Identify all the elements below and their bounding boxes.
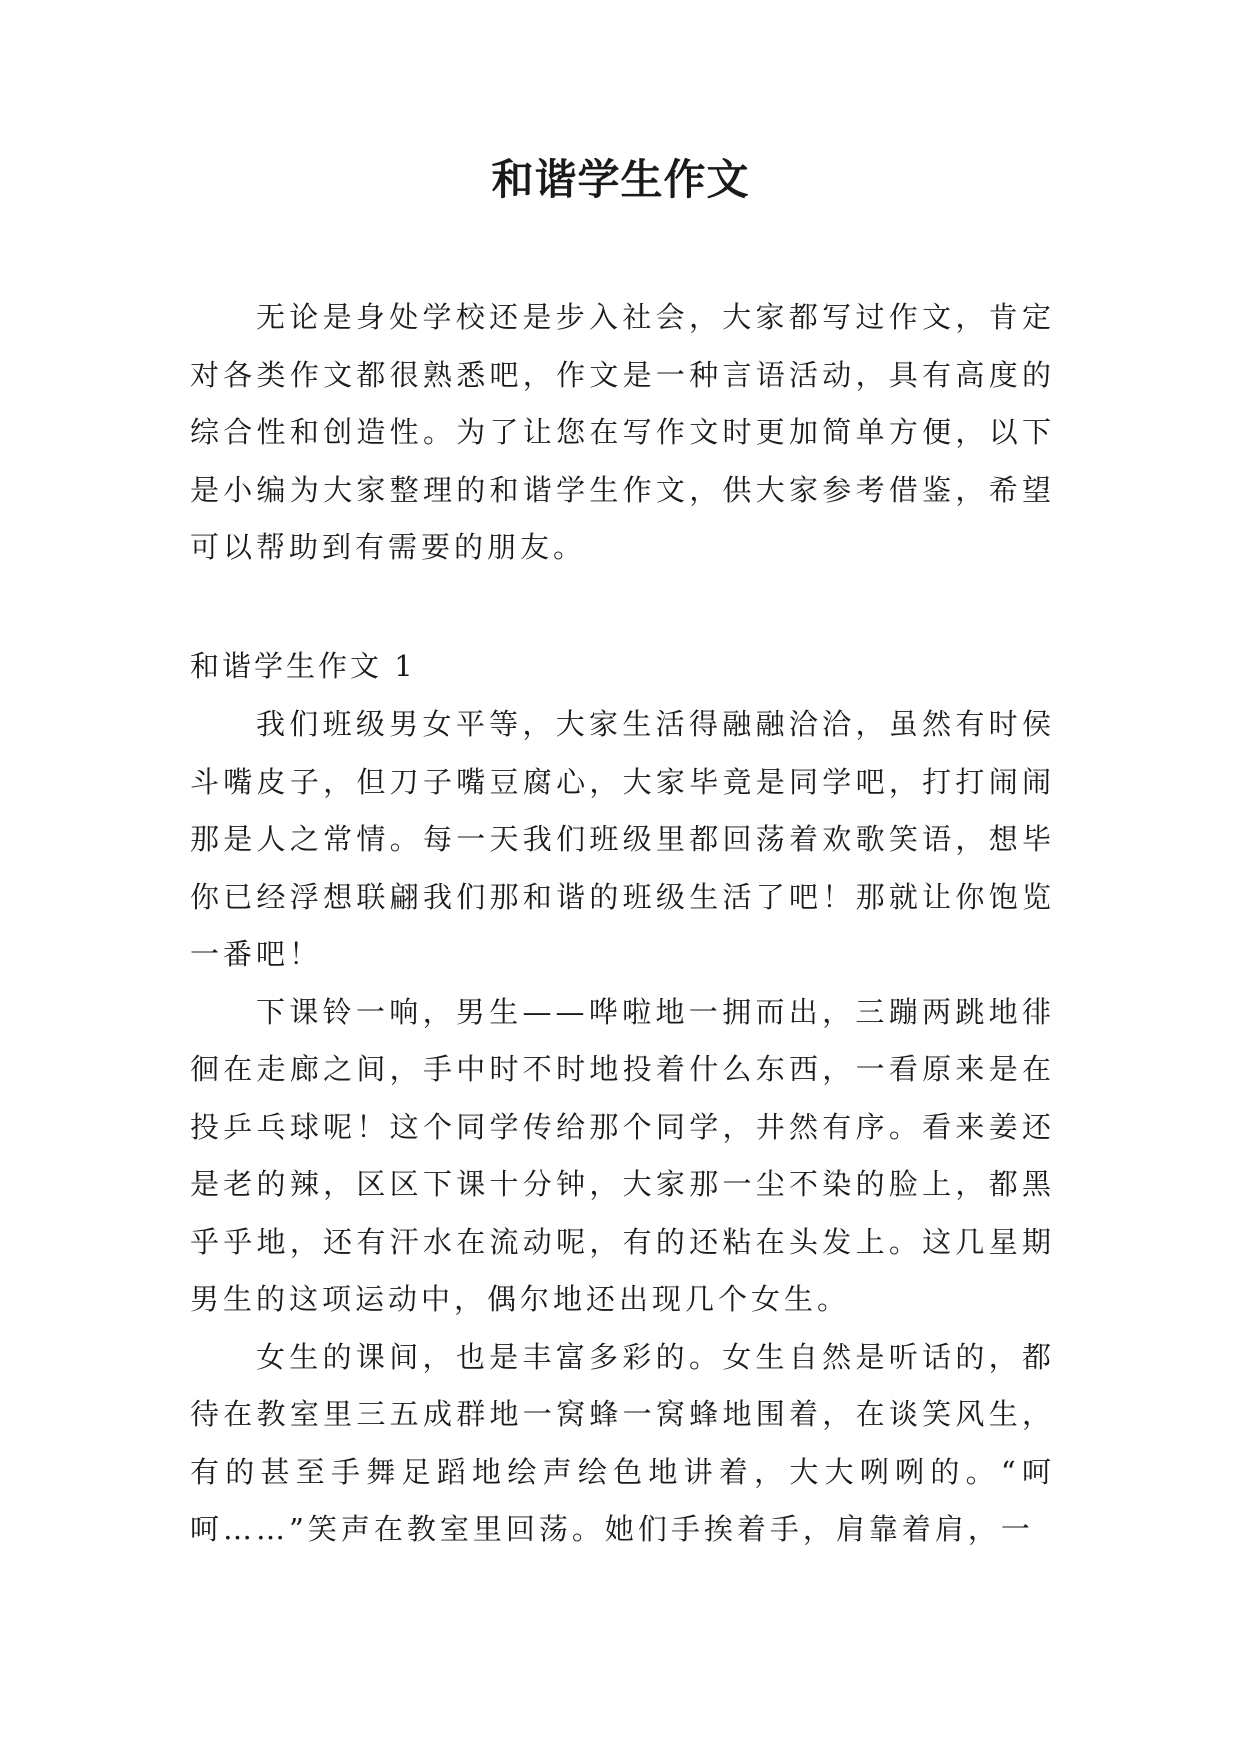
essay-paragraph-2: 下课铃一响，男生——哗啦地一拥而出，三蹦两跳地徘徊在走廊之间，手中时不时地投着什么东西，一看原来是在投乒乓球呢！这个同学传给那个同学，井然有序。看来姜还是老的辣，区区下课十分钟，大家那一尘不染的脸上，都黑乎乎地，还有汗水在流动呢，有的还粘在头发上。这几星期男生的这项运动中，偶尔地还出现几个女生。 — [190, 994, 1055, 1316]
essay-body — [190, 696, 1055, 1559]
intro-section — [190, 289, 1055, 577]
intro-paragraph: 无论是身处学校还是步入社会，大家都写过作文，肯定对各类作文都很熟悉吧，作文是一种言语活动，具有高度的综合性和创造性。为了让您在写作文时更加简单方便，以下是小编为大家整理的和谐学生作文，供大家参考借鉴，希望可以帮助到有需要的朋友。 — [190, 300, 1055, 564]
essay-paragraph-3: 女生的课间，也是丰富多彩的。女生自然是听话的，都待在教室里三五成群地一窝蜂一窝蜂地围着，在谈笑风生，有的甚至手舞足蹈地绘声绘色地讲着，大大咧咧的。“呵呵……”笑声在教室里回荡。她们手挨着手，肩靠着肩，一 — [190, 1339, 1055, 1546]
essay-paragraph-1: 我们班级男女平等，大家生活得融融洽洽，虽然有时侯斗嘴皮子，但刀子嘴豆腐心，大家毕竟是同学吧，打打闹闹那是人之常情。每一天我们班级里都回荡着欢歌笑语，想毕你已经浮想联翩我们那和谐的班级生活了吧！那就让你饱览一番吧！ — [190, 707, 1055, 971]
document-title: 和谐学生作文 — [491, 155, 750, 204]
section-heading: 和谐学生作文 1 — [190, 649, 416, 683]
